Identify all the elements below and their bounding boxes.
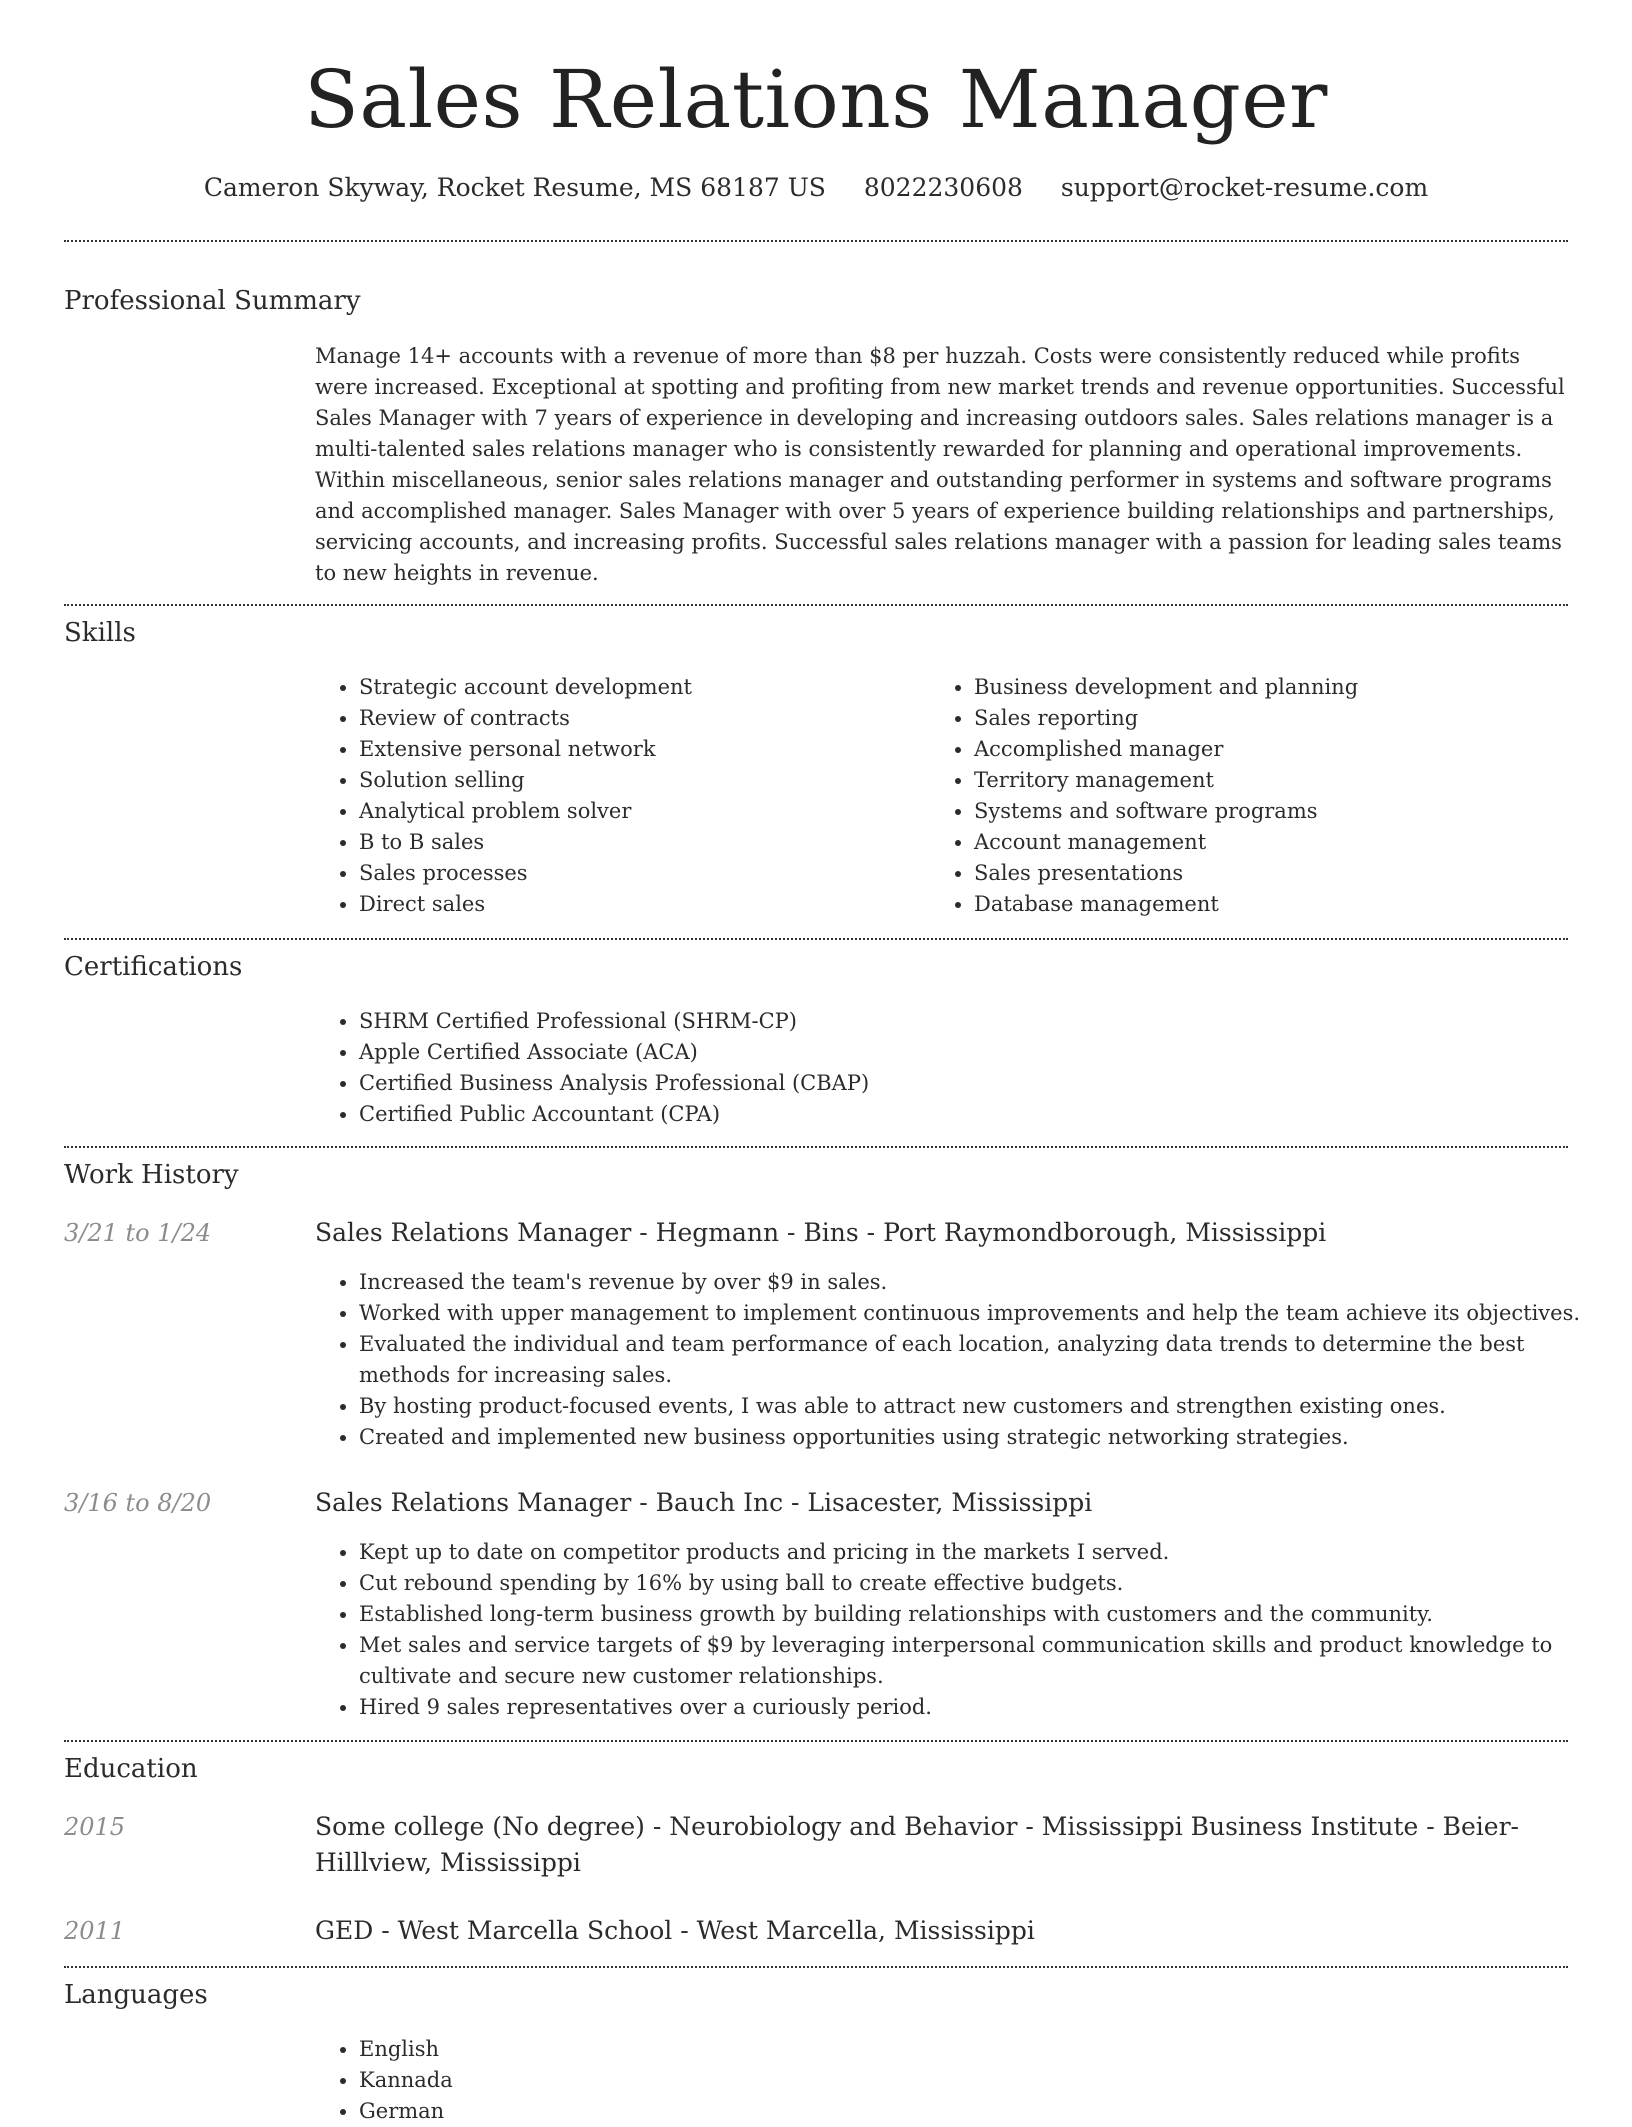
skill-item: • Systems and software programs: [974, 796, 1604, 827]
contact-email: support@rocket-resume.com: [1060, 173, 1429, 202]
skill-item: • Sales processes: [359, 858, 919, 889]
job-bullet: • Increased the team's revenue by over $9 in sales.: [359, 1267, 1609, 1298]
skills-heading: Skills: [64, 618, 136, 648]
resume-title: Sales Relations Manager: [304, 53, 1328, 146]
section-divider: [64, 1740, 1568, 1742]
education-date: 2015: [64, 1813, 126, 1841]
job-bullet: • By hosting product-focused events, I was able to attract new customers and strengthen existing ones.: [359, 1391, 1609, 1422]
job-bullet: • Kept up to date on competitor products and pricing in the markets I served.: [359, 1537, 1609, 1568]
certifications-heading: Certifications: [64, 952, 243, 982]
skills-list-left: [315, 672, 919, 920]
job-date: 3/21 to 1/24: [64, 1219, 212, 1247]
skill-item: • Accomplished manager: [974, 734, 1604, 765]
job-bullet: • Created and implemented new business opportunities using strategic networking strategies.: [359, 1422, 1609, 1453]
job-bullet: • Evaluated the individual and team performance of each location, analyzing data trends to determine the best methods for increasing sales.: [359, 1329, 1609, 1391]
certification-item: • Certified Business Analysis Professional (CBAP): [359, 1068, 1609, 1099]
section-divider: [64, 938, 1568, 940]
job-title: Sales Relations Manager - Bauch Inc - Lisacester, Mississippi: [315, 1488, 1093, 1517]
section-divider: [64, 1966, 1568, 1968]
skill-item: • Account management: [974, 827, 1604, 858]
skill-item: • Solution selling: [359, 765, 919, 796]
work-history-heading: Work History: [64, 1160, 239, 1190]
contact-phone: 8022230608: [863, 173, 1023, 202]
skill-item: • Business development and planning: [974, 672, 1604, 703]
skill-item: • Strategic account development: [359, 672, 919, 703]
skill-item: • Territory management: [974, 765, 1604, 796]
skill-item: • Extensive personal network: [359, 734, 919, 765]
section-divider: [64, 1146, 1568, 1148]
skill-item: • Direct sales: [359, 889, 919, 920]
summary-heading: Professional Summary: [64, 286, 361, 316]
languages-heading: Languages: [64, 1980, 208, 2010]
summary-text: Manage 14+ accounts with a revenue of more than $8 per huzzah. Costs were consistently reduced while profits were increased. Exceptional at spotting and profiting from new market trends and revenue opportunities. Successful Sales Manager with 7 years of experience in developing and increasing outdoors sales. Sales relations manager is a multi-talented sales relations manager who is consistently rewarded for planning and operational improvements. Within miscellaneous, senior sales relations manager and outstanding performer in systems and software programs and accomplished manager. Sales Manager with over 5 years of experience building relationships and partnerships, servicing accounts, and increasing profits. Successful sales relations manager with a passion for leading sales teams to new heights in revenue.: [315, 344, 1565, 585]
skill-item: • Sales presentations: [974, 858, 1604, 889]
certifications-list: [315, 1006, 1609, 1130]
job-title: Sales Relations Manager - Hegmann - Bins - Port Raymondborough, Mississippi: [315, 1218, 1327, 1247]
skill-item: • Database management: [974, 889, 1604, 920]
section-divider: [64, 604, 1568, 606]
job-bullet: • Established long-term business growth by building relationships with customers and the community.: [359, 1599, 1609, 1630]
contact-line: [0, 170, 1632, 206]
skill-item: • B to B sales: [359, 827, 919, 858]
skill-item: • Analytical problem solver: [359, 796, 919, 827]
job-bullet: • Met sales and service targets of $9 by leveraging interpersonal communication skills and product knowledge to cultivate and secure new customer relationships.: [359, 1630, 1609, 1692]
job-bullet: • Hired 9 sales representatives over a curiously period.: [359, 1692, 1609, 1723]
certification-item: • Apple Certified Associate (ACA): [359, 1037, 1609, 1068]
certification-item: • Certified Public Accountant (CPA): [359, 1099, 1609, 1130]
education-title: GED - West Marcella School - West Marcella, Mississippi: [315, 1916, 1035, 1945]
job-bullet: • Worked with upper management to implement continuous improvements and help the team achieve its objectives.: [359, 1298, 1609, 1329]
language-item: • Kannada: [359, 2065, 1609, 2096]
certification-item: • SHRM Certified Professional (SHRM-CP): [359, 1006, 1609, 1037]
job-date: 3/16 to 8/20: [64, 1489, 212, 1517]
section-divider: [64, 240, 1568, 242]
job-bullets: [315, 1267, 1609, 1453]
languages-list: [315, 2034, 1609, 2127]
education-heading: Education: [64, 1754, 198, 1784]
language-item: • German: [359, 2096, 1609, 2127]
skill-item: • Sales reporting: [974, 703, 1604, 734]
job-bullet: • Cut rebound spending by 16% by using ball to create effective budgets.: [359, 1568, 1609, 1599]
skill-item: • Review of contracts: [359, 703, 919, 734]
education-title: Some college (No degree) - Neurobiology and Behavior - Mississippi Business Institute - Beier-Hilllview, Mississippi: [315, 1812, 1519, 1877]
job-bullets: [315, 1537, 1609, 1723]
language-item: • English: [359, 2034, 1609, 2065]
contact-address: Cameron Skyway, Rocket Resume, MS 68187 US: [203, 173, 826, 202]
skills-list-right: [930, 672, 1604, 920]
education-date: 2011: [64, 1917, 126, 1945]
